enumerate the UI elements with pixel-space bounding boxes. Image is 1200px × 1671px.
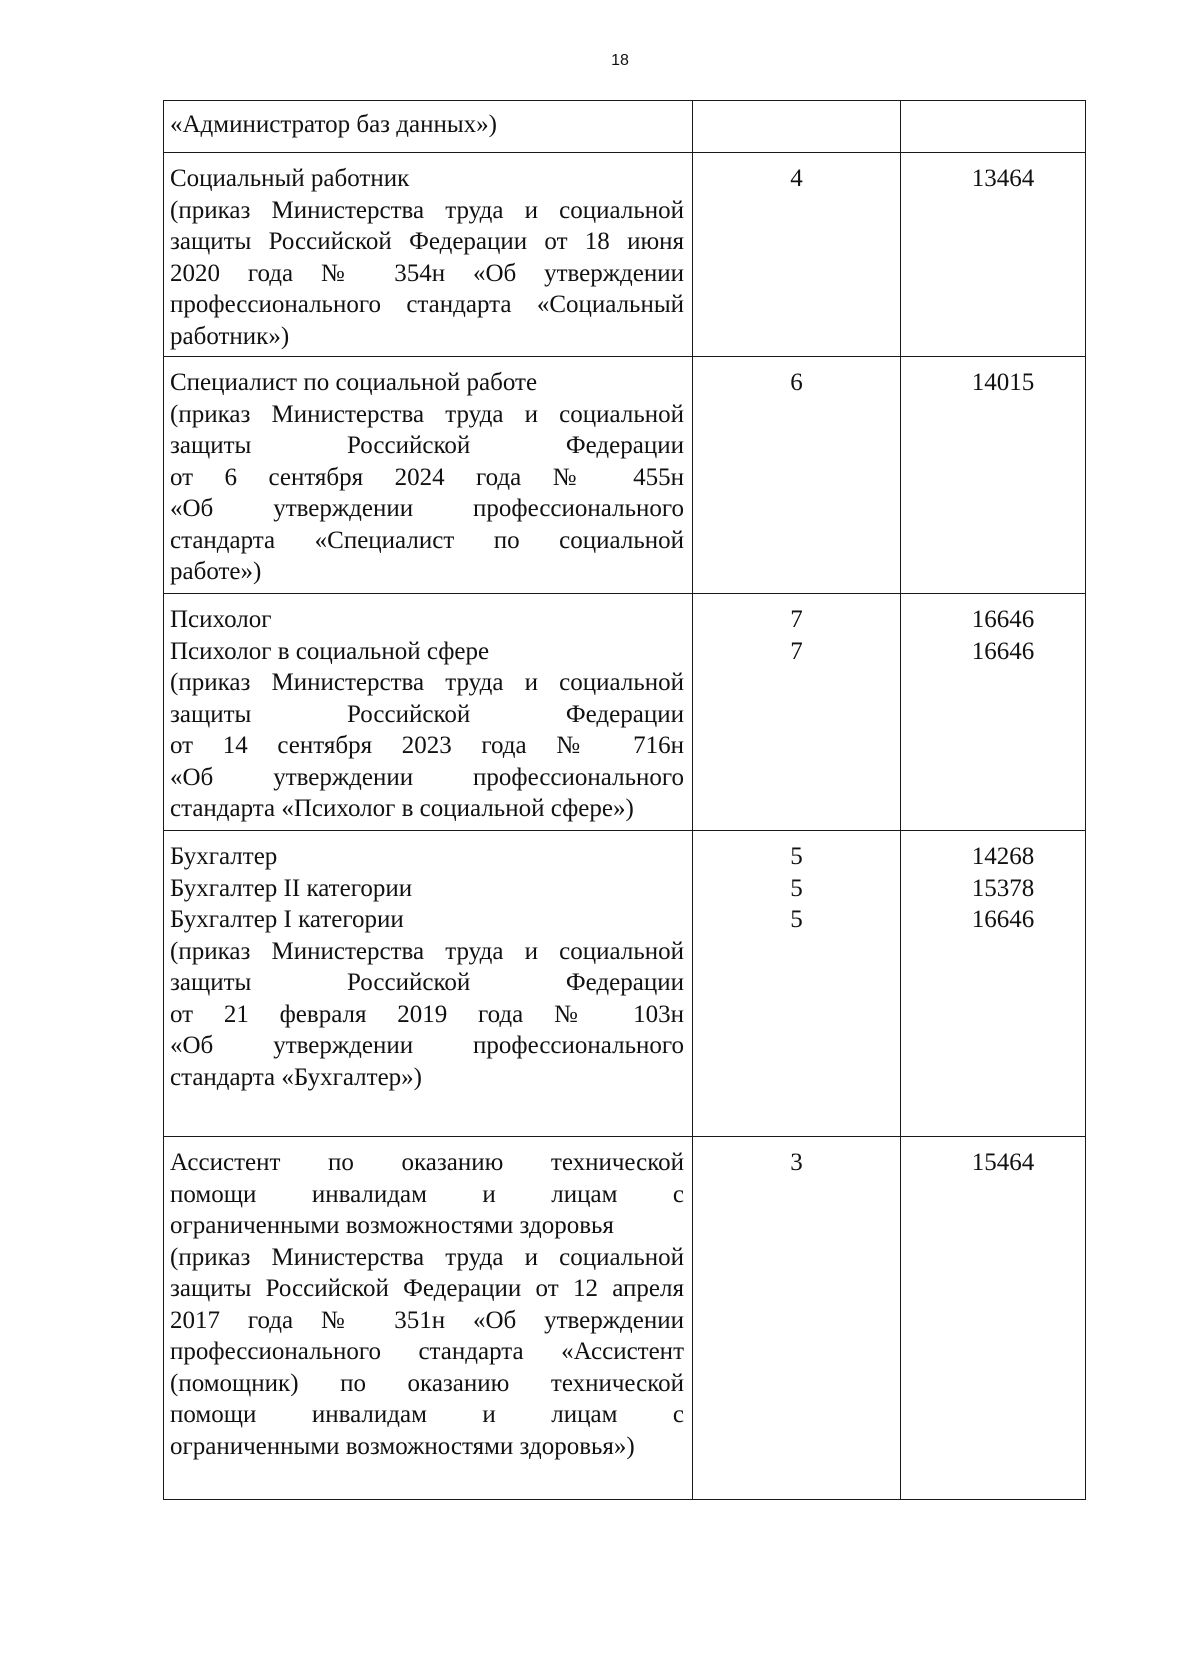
salary-cell — [901, 153, 1086, 357]
position-line: защиты Российской Федерации от 12 апреля — [170, 1275, 684, 1302]
table-row — [164, 831, 1086, 1137]
position-line: от 6 сентября 2024 года № 455н — [170, 463, 684, 491]
position-line: (приказ Министерства труда и социальной — [170, 937, 684, 965]
qualification-level-cell — [693, 101, 901, 153]
qualification-level-cell — [693, 594, 901, 831]
position-line: стандарта «Бухгалтер») — [170, 1063, 422, 1091]
position-line: защиты Российской Федерации — [170, 969, 684, 996]
position-line: Ассистент по оказанию технической — [170, 1149, 684, 1176]
position-line: от 14 сентября 2023 года № 716н — [170, 732, 684, 759]
position-line: Психолог в социальной сфере — [170, 637, 490, 665]
position-line: Бухгалтер II категории — [170, 874, 413, 902]
table-row — [164, 101, 1086, 153]
position-line: ограниченными возможностями здоровья — [170, 1212, 614, 1239]
salary-value: 16646 — [971, 606, 1035, 633]
qualification-level: 7 — [790, 637, 803, 665]
qualification-level: 6 — [790, 369, 803, 396]
salary-cell — [901, 831, 1086, 1137]
qualification-level-cell — [693, 1137, 901, 1500]
professions-table — [163, 100, 1086, 1500]
position-line: профессионального стандарта «Ассистент — [170, 1338, 684, 1365]
position-line: (помощник) по оказанию технической — [170, 1369, 684, 1397]
position-cell — [164, 153, 693, 357]
position-cell — [164, 357, 693, 594]
position-line: ограниченными возможностями здоровья») — [170, 1432, 635, 1460]
position-line: работе») — [170, 558, 262, 585]
qualification-level-cell — [693, 831, 901, 1137]
salary-cell — [901, 101, 1086, 153]
position-line: защиты Российской Федерации — [170, 432, 684, 459]
qualification-level-cell — [693, 357, 901, 594]
position-line: работник») — [170, 322, 290, 350]
position-line: (приказ Министерства труда и социальной — [170, 400, 684, 428]
position-line: «Администратор баз данных») — [170, 111, 497, 138]
qualification-level: 5 — [790, 906, 803, 933]
position-line: защиты Российской Федерации — [170, 700, 684, 728]
qualification-level: 5 — [790, 843, 803, 870]
position-line: профессионального стандарта «Социальный — [170, 291, 684, 318]
salary-cell — [901, 1137, 1086, 1500]
position-line: стандарта «Психолог в социальной сфере») — [170, 795, 634, 822]
salary-value: 14268 — [971, 843, 1035, 870]
qualification-level: 3 — [790, 1149, 803, 1176]
position-cell — [164, 1137, 693, 1500]
position-line: Специалист по социальной работе — [170, 369, 538, 396]
position-cell — [164, 594, 693, 831]
position-line: (приказ Министерства труда и социальной — [170, 1243, 684, 1271]
position-line: помощи инвалидам и лицам с — [170, 1401, 684, 1428]
page-number: 18 — [611, 52, 629, 69]
position-line: помощи инвалидам и лицам с — [170, 1180, 684, 1208]
position-cell — [164, 831, 693, 1137]
position-line: «Об утверждении профессионального — [170, 1032, 684, 1059]
position-line: от 21 февраля 2019 года № 103н — [170, 1000, 684, 1028]
position-line: «Об утверждении профессионального — [170, 763, 684, 791]
salary-value: 16646 — [971, 637, 1035, 665]
salary-value: 16646 — [971, 906, 1035, 933]
position-line: Социальный работник — [170, 165, 410, 192]
table-row — [164, 1137, 1086, 1500]
salary-value: 15464 — [971, 1149, 1035, 1176]
salary-cell — [901, 357, 1086, 594]
position-line: защиты Российской Федерации от 18 июня — [170, 228, 684, 255]
position-line: (приказ Министерства труда и социальной — [170, 669, 684, 696]
position-line: 2020 года № 354н «Об утверждении — [170, 259, 684, 287]
salary-cell — [901, 594, 1086, 831]
qualification-level: 7 — [790, 606, 803, 633]
position-cell — [164, 101, 693, 153]
position-line: «Об утверждении профессионального — [170, 495, 684, 522]
qualification-level: 5 — [790, 874, 803, 902]
salary-value: 15378 — [971, 874, 1035, 902]
position-line: (приказ Министерства труда и социальной — [170, 196, 684, 224]
salary-value: 13464 — [971, 165, 1035, 192]
position-line: Бухгалтер I категории — [170, 906, 404, 933]
position-line: стандарта «Специалист по социальной — [170, 526, 684, 554]
position-line: 2017 года № 351н «Об утверждении — [170, 1306, 684, 1334]
salary-value: 14015 — [971, 369, 1035, 396]
table-row — [164, 594, 1086, 831]
table-row — [164, 357, 1086, 594]
position-line: Бухгалтер — [170, 843, 278, 870]
table-row — [164, 153, 1086, 357]
position-line: Психолог — [170, 606, 272, 633]
qualification-level: 4 — [790, 165, 803, 192]
qualification-level-cell — [693, 153, 901, 357]
